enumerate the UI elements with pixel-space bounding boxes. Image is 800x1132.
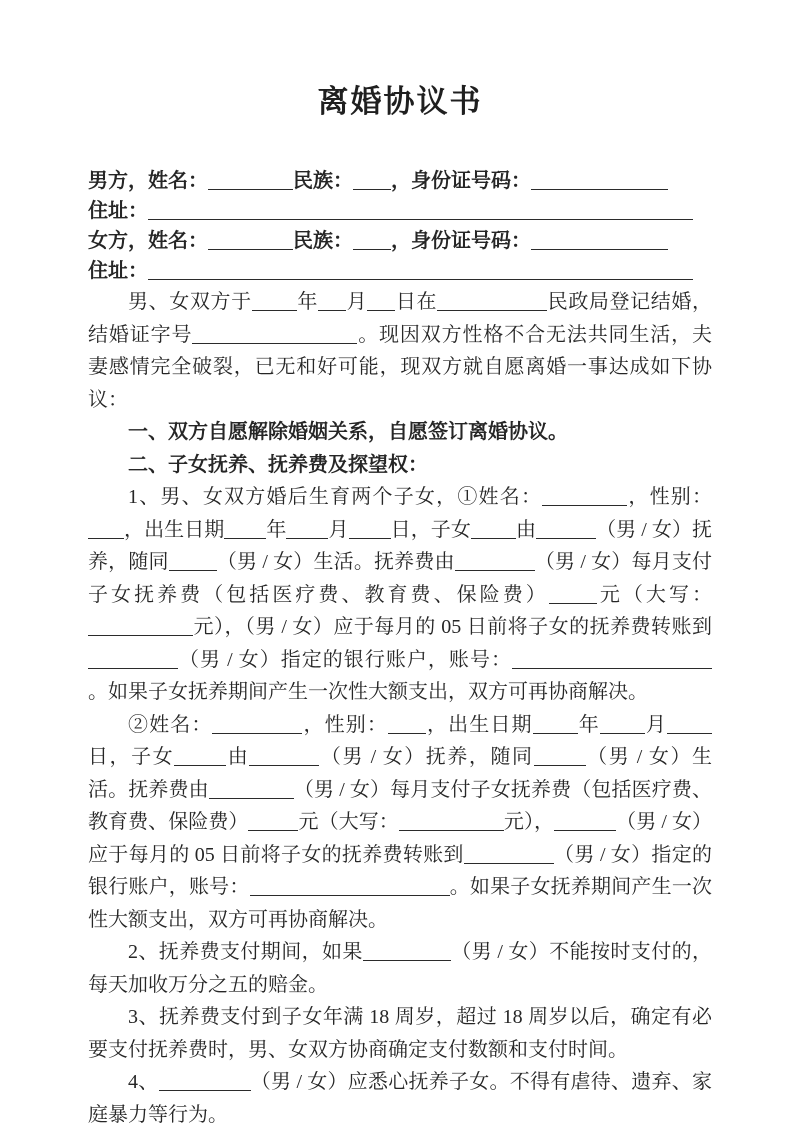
text-run: 二、子女抚养、抚养费及探望权：	[128, 453, 428, 476]
text-run: 元），（男 / 女）应于每月的 05 日前将子女的抚养费转账到	[193, 616, 712, 638]
blank-field	[286, 518, 328, 539]
blank-field	[349, 518, 391, 539]
blank-field	[88, 518, 124, 539]
text-run: 男方，姓名：	[88, 170, 208, 192]
blank-field	[353, 229, 391, 250]
text-run: 日在	[395, 291, 438, 313]
blank-field	[399, 810, 504, 831]
text-run: 男、女双方于	[128, 291, 252, 313]
text-run: 年	[266, 518, 287, 541]
text-run: 1、男、女双方婚后生育两个子女，①姓名：	[128, 486, 543, 508]
text-run: ，性别：	[627, 486, 713, 508]
blank-field	[455, 550, 535, 571]
clause-3-payment-until-18	[88, 1001, 712, 1066]
clause-2-late-payment	[88, 936, 712, 1001]
text-run: 4、	[128, 1071, 159, 1093]
clause-1-second-child	[88, 709, 712, 937]
blank-field	[208, 229, 293, 250]
text-run: 由	[226, 746, 250, 768]
text-run: 。如果子女抚养期间产生一次性大额支出，双方可再协商解决。	[88, 876, 713, 931]
wife-identity-line	[88, 226, 712, 256]
text-run: ，身份证号码：	[391, 170, 531, 192]
blank-field	[531, 229, 668, 250]
blank-field	[554, 810, 616, 831]
article-1-heading	[88, 416, 712, 449]
text-run: ，出生日期	[425, 713, 533, 736]
text-run: （男 / 女）抚养，随同	[88, 518, 713, 573]
blank-field	[531, 169, 668, 190]
text-run: 。如果子女抚养期间产生一次性大额支出，双方可再协商解决。	[88, 681, 648, 703]
blank-field	[88, 648, 178, 669]
preamble-paragraph	[88, 286, 712, 416]
blank-field	[549, 583, 597, 604]
text-run: （男 / 女）指定的银行账户，账号：	[178, 648, 512, 671]
blank-field	[367, 290, 395, 311]
text-run: （男 / 女）抚养，随同	[319, 746, 534, 768]
husband-identity-line	[88, 166, 712, 196]
text-run: 2、抚养费支付期间，如果	[128, 941, 363, 963]
text-run: 。现因双方性格不合无法共同生活，夫妻感情完全破裂，已无和好可能，现双方就自愿离婚一事达成如下协议：	[88, 323, 713, 411]
text-run: ，出生日期	[124, 518, 225, 541]
blank-field	[209, 778, 294, 799]
blank-field	[536, 518, 596, 539]
text-run: （男 / 女）指定的银行账户，账号：	[88, 843, 713, 898]
text-run: 民族：	[293, 230, 353, 252]
text-run: ，身份证号码：	[391, 230, 531, 252]
blank-field	[471, 518, 516, 539]
text-run: （男 / 女）不能按时支付的，每天加收万分之五的赔金。	[88, 941, 713, 996]
text-run: 月	[328, 518, 349, 541]
husband-address-line	[88, 196, 712, 226]
wife-address-line	[88, 256, 712, 286]
blank-field	[353, 169, 391, 190]
text-run: 女方，姓名：	[88, 230, 208, 252]
text-run: 民族：	[293, 170, 353, 192]
text-run: 住址：	[88, 260, 148, 282]
text-run: 由	[515, 518, 537, 541]
article-2-heading	[88, 449, 712, 482]
blank-field	[148, 199, 693, 220]
blank-field	[88, 615, 193, 636]
text-run: 元（大写：	[596, 583, 713, 606]
blank-field	[600, 713, 645, 734]
blank-field	[252, 290, 297, 311]
blank-field	[667, 713, 712, 734]
document-title: 离婚协议书	[317, 84, 483, 119]
text-run: （男 / 女）每月支付子女抚养费（包括医疗费、教育费、保险费）	[88, 778, 713, 833]
clause-4-care-obligation	[88, 1066, 712, 1131]
blank-field	[248, 810, 298, 831]
text-run: 3、抚养费支付到子女年满 18 周岁，超过 18 周岁以后，确定有必要支付抚养费时，男、女双方协商确定支付数额和支付时间。	[88, 1006, 712, 1061]
blank-field	[250, 875, 450, 896]
text-run: 元），	[503, 811, 555, 833]
blank-field	[224, 518, 266, 539]
blank-field	[249, 745, 319, 766]
clause-1-first-child	[88, 481, 712, 709]
blank-field	[437, 290, 547, 311]
text-run: ②姓名：	[128, 713, 213, 736]
blank-field	[363, 940, 451, 961]
blank-field	[208, 169, 293, 190]
text-run: ，性别：	[302, 713, 388, 736]
blank-field	[192, 323, 357, 344]
text-run: 月	[644, 713, 668, 736]
blank-field	[169, 550, 217, 571]
blank-field	[512, 648, 712, 669]
blank-field	[542, 485, 627, 506]
text-run: 月	[345, 291, 368, 313]
blank-field	[388, 713, 426, 734]
blank-field	[212, 713, 302, 734]
text-run: 年	[296, 291, 318, 313]
blank-field	[534, 745, 586, 766]
text-run: 住址：	[88, 200, 148, 222]
text-run: （男 / 女）生活。抚养费由	[216, 551, 455, 573]
text-run: 年	[577, 713, 600, 736]
text-run: （男 / 女）应悉心抚养子女。不得有虐待、遗弃、家庭暴力等行为。	[88, 1071, 712, 1126]
text-run: （男 / 女）应于每月的 05 日前将子女的抚养费转账到	[88, 811, 713, 866]
blank-field	[464, 843, 554, 864]
text-run: 元（大写：	[298, 811, 399, 833]
document-body	[88, 166, 712, 1131]
blank-field	[533, 713, 578, 734]
text-run: （男 / 女）生活。抚养费由	[88, 746, 713, 801]
text-run: 日，子女	[88, 746, 175, 768]
text-run: （男 / 女）每月支付子女抚养费（包括医疗费、教育费、保险费）	[88, 551, 713, 606]
blank-field	[174, 745, 226, 766]
text-run: 一、双方自愿解除婚姻关系，自愿签订离婚协议。	[128, 421, 568, 443]
blank-field	[148, 259, 693, 280]
blank-field	[159, 1070, 251, 1091]
blank-field	[318, 290, 346, 311]
text-run: 日，子女	[390, 518, 471, 541]
text-run: 民政局登记结婚，结婚证字号	[88, 291, 713, 346]
